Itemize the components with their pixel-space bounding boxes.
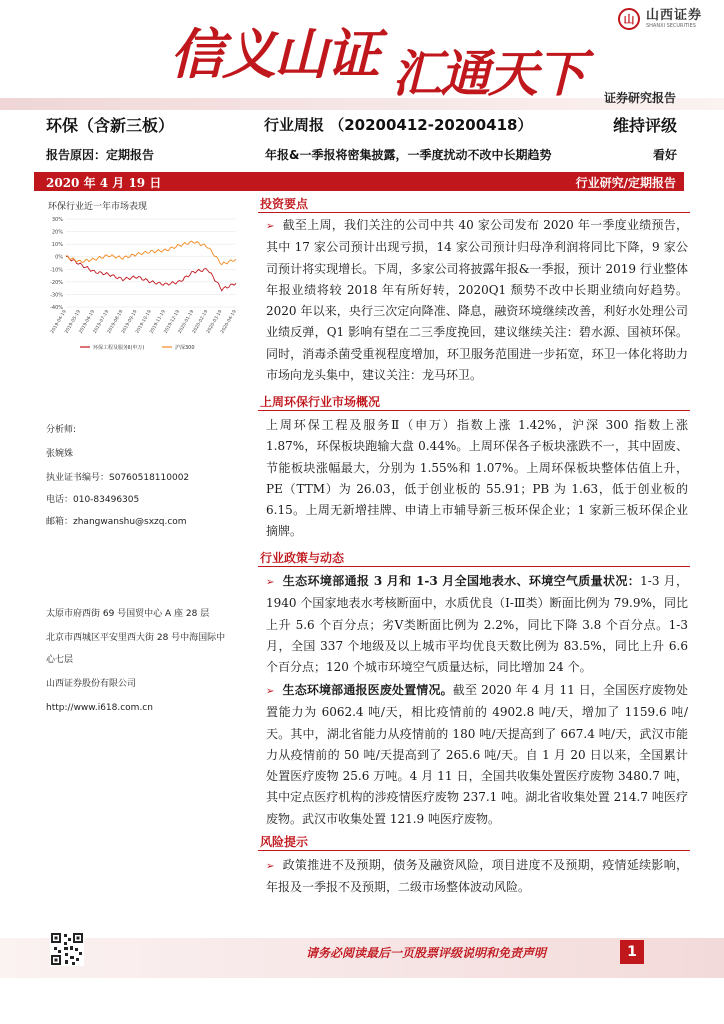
y-tick-label: -30%: [50, 292, 63, 299]
x-tick-label: 2019-09-19: [121, 309, 139, 335]
y-tick-label: -10%: [50, 267, 63, 274]
page-number: 1: [620, 940, 644, 964]
key-points-body: ➢ 截至上周，我们关注的公司中共 40 家公司发布 2020 年一季度业绩预告，其中 17 家公司预计出现亏损，14 家公司预计归母净利润将同比下降，9 家公司预计将实现增长。下周，多家公司将披露年报&一季报，预计 2019 行业整体年报业绩将较 2018 年有所好转，2020Q1 颓势不改中长期业绩向好趋势。2020 年以来，央行三次定向降准、降息，融资环境继续改善，利好水处理公司业绩反弹，Q1 影响有望在二三季度挽回，建议继续关注：碧水源、国祯环保。同时，消毒杀菌受重视程度增加，环卫服务范围进一步拓宽，环卫一体化将助力市场向龙头集中，建议关注：龙马环卫。: [266, 218, 688, 383]
x-tick-label: 2019-04-19: [50, 309, 68, 335]
chart-title: 环保行业近一年市场表现: [48, 202, 148, 212]
x-tick-label: 2019-07-19: [92, 309, 111, 335]
title-row: [0, 110, 724, 140]
rating: 维持评级: [612, 116, 677, 135]
slogan-part2: 汇通天下: [392, 44, 584, 103]
section-heading-key-points: 投资要点: [258, 195, 690, 213]
section-heading-market: 上周环保行业市场概况: [258, 393, 690, 411]
y-tick-label: 0%: [55, 254, 63, 261]
y-tick-label: 30%: [51, 217, 63, 223]
y-tick-label: 20%: [51, 229, 63, 236]
x-tick-label: 2019-12-19: [163, 309, 182, 335]
bullet-icon: ➢: [266, 221, 275, 232]
logo-icon: 山: [618, 8, 640, 30]
analyst-label: 分析师:: [46, 425, 77, 435]
address-beijing-cont: 心七层: [46, 655, 74, 665]
bullet-icon: ➢: [266, 686, 275, 697]
subtitle-row: [0, 142, 724, 166]
company-name: 山西证券股份有限公司: [46, 679, 137, 689]
document-title: 行业周报 （20200412-20200418）: [264, 116, 533, 134]
website-link[interactable]: http://www.i618.com.cn: [46, 703, 153, 713]
header-banner: [0, 0, 724, 110]
disclaimer: 请务必阅读最后一页股票评级说明和免责声明: [306, 946, 547, 960]
logo-cn: 山西证券: [645, 8, 702, 23]
phone: 电话：010-83496305: [46, 495, 140, 505]
section-heading-risk: 风险提示: [258, 833, 690, 851]
footer: [0, 928, 724, 1024]
sector-name: 环保（含新三板）: [46, 116, 175, 135]
x-tick-label: 2020-02-19: [191, 309, 210, 335]
x-tick-label: 2019-06-19: [78, 309, 97, 335]
section-heading-policy: 行业政策与动态: [258, 549, 690, 567]
series-line: [66, 256, 236, 291]
legend-label: 沪深300: [175, 345, 195, 351]
license-number: 执业证书编号：S0760518110002: [46, 473, 190, 483]
bullet-icon: ➢: [266, 577, 275, 588]
x-tick-label: 2019-10-19: [135, 309, 153, 335]
company-logo: [618, 8, 702, 30]
report-reason: 报告原因：定期报告: [46, 148, 155, 162]
address-taiyuan: 太原市府西街 69 号国贸中心 A 座 28 层: [46, 609, 210, 619]
logo-en: SHANXI SECURITIES: [645, 23, 696, 29]
rating-detail: 看好: [652, 148, 677, 162]
report-category: 行业研究/定期报告: [575, 176, 676, 190]
analyst-name: 张婉姝: [46, 449, 74, 459]
x-tick-label: 2020-03-19: [206, 309, 224, 335]
x-tick-label: 2019-08-19: [106, 309, 125, 335]
legend-label: 环保工程及服务Ⅱ(申万): [93, 345, 145, 351]
risk-body: ➢ 政策推进不及预期，债务及融资风险，项目进度不及预期，疫情延续影响，年报及一季报不及预期，二级市场整体波动风险。: [266, 858, 688, 895]
market-body: 上周环保工程及服务Ⅱ（申万）指数上涨 1.42%，沪深 300 指数上涨 1.87%，环保板块跑输大盘 0.44%。上周环保各子板块涨跌不一，其中固废、节能板块涨幅最大，分别为 1.55%和 1.07%。上周环保板块整体估值上升，PE（TTM）为 26.03，低于创业板的 55.91；PB 为 1.63，低于创业板的 6.15。上周无新增挂牌、申请上市辅导新三板环保企业；1 家新三板环保企业摘牌。: [266, 418, 688, 539]
x-tick-label: 2020-01-19: [177, 309, 196, 335]
y-tick-label: -40%: [50, 305, 63, 311]
policy-item-1: ➢ 生态环境部通报 3 月和 1-3 月全国地表水、环境空气质量状况：1-3 月，1940 个国家地表水考核断面中，水质优良（Ⅰ-Ⅲ类）断面比例为 79.9%，同比上升 5.6 个百分点；劣Ⅴ类断面比例为 2.2%，同比下降 3.8 个百分点。1-3 月，全国 337 个地级及以上城市平均优良天数比例为 83.5%，同比上升 6.6 个百分点；120 个城市环境空气质量达标，同比增加 24 个。: [266, 574, 688, 675]
report-type: 证券研究报告: [603, 91, 676, 105]
qr-code-icon: [50, 932, 84, 966]
x-tick-label: 2019-05-19: [64, 309, 82, 335]
performance-chart: [36, 211, 246, 361]
date-bar: [34, 172, 684, 191]
y-tick-label: 10%: [51, 242, 63, 249]
address-beijing: 北京市西城区平安里西大街 28 号中海国际中: [46, 633, 226, 643]
report-subtitle: 年报&一季报将密集披露，一季度扰动不改中长期趋势: [265, 148, 552, 162]
report-date: 2020 年 4 月 19 日: [46, 176, 162, 190]
bullet-icon: ➢: [266, 861, 275, 872]
x-tick-label: 2020-04-19: [220, 309, 238, 335]
y-tick-label: -20%: [50, 279, 63, 286]
email[interactable]: 邮箱：zhangwanshu@sxzq.com: [46, 517, 187, 527]
slogan-part1: 信义山证: [170, 22, 378, 86]
series-line: [66, 241, 236, 265]
policy-item-2: ➢ 生态环境部通报医废处置情况。截至 2020 年 4 月 11 日，全国医疗废物处置能力为 6062.4 吨/天，相比疫情前的 4902.8 吨/天，增加了 1159.6 吨/天。其中，湖北省能力从疫情前的 180 吨/天提高到了 667.4 吨/天，武汉市能力从疫情前的 50 吨/天提高到了 265.6 吨/天。自 1 月 20 日以来，全国累计处置医疗废物 25.6 万吨。4 月 11 日，全国共收集处置医疗废物 3480.7 吨，其中定点医疗机构的涉疫情医疗废物 237.1 吨。湖北省收集处置 214.7 吨医疗废物。武汉市收集处置 121.9 吨医疗废物。: [266, 683, 688, 826]
x-tick-label: 2019-11-19: [149, 309, 167, 335]
